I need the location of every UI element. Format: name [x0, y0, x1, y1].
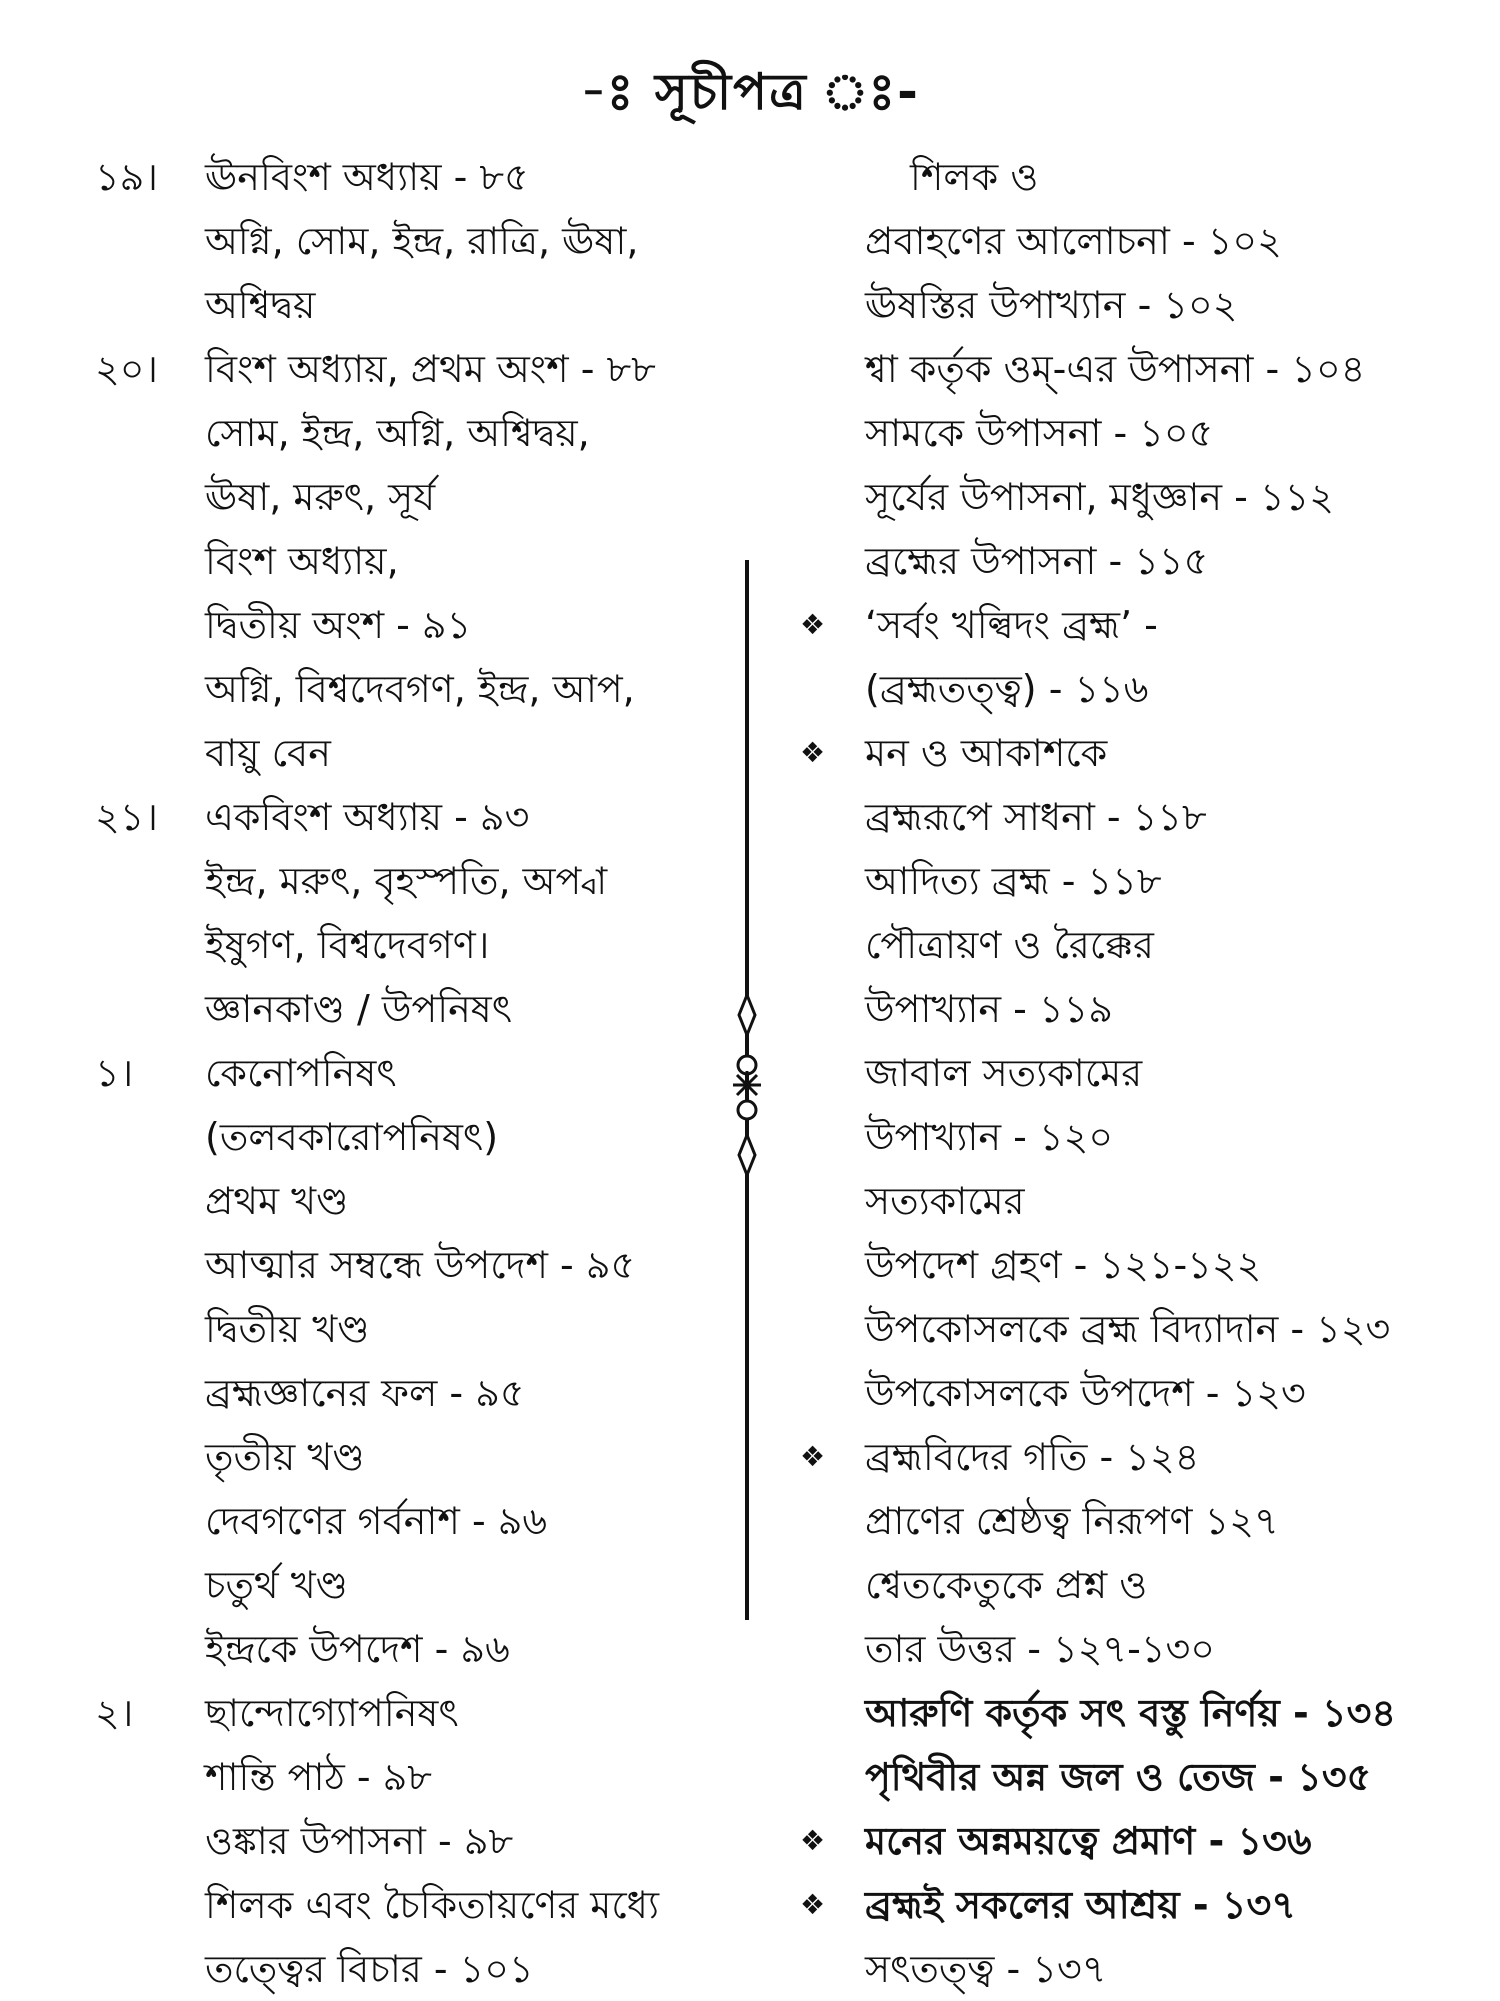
entry-text: উপাখ্যান - ১২০ — [865, 1115, 1114, 1159]
entry-text: ইন্দ্রকে উপদেশ - ৯৬ — [205, 1627, 510, 1671]
toc-entry — [95, 1809, 735, 1873]
toc-entry — [95, 337, 735, 401]
entry-text: শ্বা কর্তৃক ওম্-এর উপাসনা - ১০৪ — [865, 347, 1366, 391]
entry-text: ছান্দোগ্যোপনিষৎ — [205, 1691, 459, 1735]
toc-entry — [95, 401, 735, 465]
toc-entry — [800, 273, 1440, 337]
entry-text: পৌত্রায়ণ ও রৈক্কের — [865, 923, 1154, 967]
toc-entry — [95, 785, 735, 849]
toc-entry — [95, 1489, 735, 1553]
entry-text: তৃতীয় খণ্ড — [205, 1435, 365, 1479]
entry-text: সোম, ইন্দ্র, অগ্নি, অশ্বিদ্বয়, — [205, 411, 590, 455]
entry-text: দেবগণের গর্বনাশ - ৯৬ — [205, 1499, 548, 1543]
entry-text: পৃথিবীর অন্ন জল ও তেজ - ১৩৫ — [865, 1755, 1372, 1799]
contents-right-column — [800, 145, 1440, 2001]
toc-entry — [800, 465, 1440, 529]
toc-entry — [95, 1937, 735, 2001]
entry-text: প্রাণের শ্রেষ্ঠত্ব নিরূপণ ১২৭ — [865, 1499, 1279, 1543]
diamond-bullet-icon: ❖ — [800, 1824, 826, 1857]
entry-text: মনের অন্নময়ত্বে প্রমাণ - ১৩৬ — [865, 1819, 1312, 1863]
entry-text: সামকে উপাসনা - ১০৫ — [865, 411, 1214, 455]
toc-entry — [95, 721, 735, 785]
toc-entry — [95, 977, 735, 1041]
diamond-bullet-icon: ❖ — [800, 736, 826, 769]
toc-entry — [95, 1361, 735, 1425]
toc-entry — [800, 1105, 1440, 1169]
entry-text: শান্তি পাঠ - ৯৮ — [205, 1755, 432, 1799]
entry-text: উপকোসলকে ব্রহ্ম বিদ্যাদান - ১২৩ — [865, 1307, 1391, 1351]
toc-entry — [95, 1745, 735, 1809]
entry-text: ঊষা, মরুৎ, সূর্য — [205, 475, 436, 519]
entry-text: উপাখ্যান - ১১৯ — [865, 987, 1113, 1031]
toc-entry — [95, 209, 735, 273]
entry-text: জ্ঞানকাণ্ড / উপনিষৎ — [205, 987, 513, 1031]
entry-text: উপকোসলকে উপদেশ - ১২৩ — [865, 1371, 1306, 1415]
entry-text: ওঙ্কার উপাসনা - ৯৮ — [205, 1819, 514, 1863]
entry-text: আত্মার সম্বন্ধে উপদেশ - ৯৫ — [205, 1243, 636, 1287]
entry-text: ইন্দ্র, মরুৎ, বৃহস্পতি, অপ্বা — [205, 859, 608, 903]
entry-text: দ্বিতীয় খণ্ড — [205, 1307, 370, 1351]
toc-entry — [800, 721, 1440, 785]
entry-text: চতুর্থ খণ্ড — [205, 1563, 348, 1607]
toc-entry — [800, 1169, 1440, 1233]
entry-text: শিলক ও — [910, 155, 1039, 199]
entry-number: ১৯। — [95, 155, 158, 199]
toc-entry — [800, 1809, 1440, 1873]
diamond-bullet-icon: ❖ — [800, 1888, 826, 1921]
toc-entry — [95, 1105, 735, 1169]
entry-text: অশ্বিদ্বয় — [205, 283, 316, 327]
contents-left-column — [95, 145, 735, 2001]
toc-entry — [800, 1489, 1440, 1553]
toc-entry — [800, 401, 1440, 465]
entry-text: ঊনবিংশ অধ্যায় - ৮৫ — [205, 155, 529, 199]
toc-entry — [800, 1233, 1440, 1297]
entry-text: ব্রহ্মের উপাসনা - ১১৫ — [865, 539, 1209, 583]
toc-entry — [95, 1297, 735, 1361]
entry-text: ইষুগণ, বিশ্বদেবগণ। — [205, 923, 490, 967]
entry-text: আদিত্য ব্রহ্ম - ১১৮ — [865, 859, 1162, 903]
toc-entry — [95, 913, 735, 977]
diamond-bullet-icon: ❖ — [800, 1440, 826, 1473]
entry-text: ব্রহ্মবিদের গতি - ১২৪ — [865, 1435, 1200, 1479]
toc-entry — [95, 529, 735, 593]
ornament-icon — [727, 985, 767, 1185]
toc-entry — [800, 1361, 1440, 1425]
toc-entry — [95, 1681, 735, 1745]
toc-entry — [95, 145, 735, 209]
entry-text: বায়ু বেন — [205, 731, 331, 775]
entry-text: সূর্যের উপাসনা, মধুজ্ঞান - ১১২ — [865, 475, 1334, 519]
entry-text: একবিংশ অধ্যায় - ৯৩ — [205, 795, 530, 839]
toc-entry — [800, 529, 1440, 593]
toc-entry — [800, 145, 1440, 209]
toc-entry — [800, 1873, 1440, 1937]
toc-entry — [95, 1233, 735, 1297]
entry-number: ১। — [95, 1051, 134, 1095]
entry-number: ২০। — [95, 347, 159, 391]
entry-text: জাবাল সত্যকামের — [865, 1051, 1143, 1095]
toc-entry — [800, 1617, 1440, 1681]
entry-text: মন ও আকাশকে — [865, 731, 1108, 775]
toc-entry — [95, 1873, 735, 1937]
toc-entry — [800, 1745, 1440, 1809]
entry-text: উপদেশ গ্রহণ - ১২১-১২২ — [865, 1243, 1262, 1287]
entry-number: ২১। — [95, 795, 158, 839]
page-title: -ঃ সূচীপত্র ঃ- — [580, 63, 920, 121]
entry-text: অগ্নি, সোম, ইন্দ্র, রাত্রি, ঊষা, — [205, 219, 639, 263]
toc-entry — [800, 849, 1440, 913]
toc-entry — [95, 273, 735, 337]
entry-text: সত্যকামের — [865, 1179, 1025, 1223]
entry-text: ‘সর্বং খল্বিদং ব্রহ্ম’ - — [865, 603, 1158, 647]
toc-entry — [800, 1297, 1440, 1361]
toc-entry — [95, 1553, 735, 1617]
entry-text: শিলক এবং চৈকিতায়ণের মধ্যে — [205, 1883, 659, 1927]
toc-entry — [95, 1169, 735, 1233]
entry-text: ব্রহ্মজ্ঞানের ফল - ৯৫ — [205, 1371, 525, 1415]
entry-text: কেনোপনিষৎ — [205, 1051, 397, 1095]
toc-entry — [800, 977, 1440, 1041]
toc-entry — [800, 209, 1440, 273]
toc-entry — [800, 1937, 1440, 2001]
entry-text: সৎতত্ত্ব - ১৩৭ — [865, 1947, 1107, 1991]
entry-text: শ্বেতকেতুকে প্রশ্ন ও — [865, 1563, 1148, 1607]
entry-text: তার উত্তর - ১২৭-১৩০ — [865, 1627, 1215, 1671]
toc-entry — [95, 593, 735, 657]
toc-entry — [95, 1617, 735, 1681]
entry-text: প্রথম খণ্ড — [205, 1179, 349, 1223]
entry-text: দ্বিতীয় অংশ - ৯১ — [205, 603, 472, 647]
toc-entry — [95, 1041, 735, 1105]
entry-text: ব্রহ্মরূপে সাধনা - ১১৮ — [865, 795, 1207, 839]
entry-text: তত্ত্বের বিচার - ১০১ — [205, 1947, 534, 1991]
toc-entry — [800, 1041, 1440, 1105]
entry-number: ২। — [95, 1691, 134, 1735]
toc-entry — [95, 465, 735, 529]
entry-text: আরুণি কর্তৃক সৎ বস্তু নির্ণয় - ১৩৪ — [865, 1691, 1396, 1735]
entry-text: প্রবাহণের আলোচনা - ১০২ — [865, 219, 1282, 263]
entry-text: বিংশ অধ্যায়, — [205, 539, 399, 583]
entry-text: (তলবকারোপনিষৎ) — [205, 1115, 499, 1159]
toc-entry — [800, 785, 1440, 849]
toc-entry — [800, 1681, 1440, 1745]
toc-entry — [95, 849, 735, 913]
toc-entry — [800, 1425, 1440, 1489]
toc-entry — [800, 913, 1440, 977]
toc-entry — [95, 1425, 735, 1489]
toc-entry — [800, 337, 1440, 401]
toc-entry — [800, 1553, 1440, 1617]
entry-text: বিংশ অধ্যায়, প্রথম অংশ - ৮৮ — [205, 347, 656, 391]
toc-entry — [95, 657, 735, 721]
entry-text: ঊষস্তির উপাখ্যান - ১০২ — [865, 283, 1238, 327]
entry-text: অগ্নি, বিশ্বদেবগণ, ইন্দ্র, আপ, — [205, 667, 635, 711]
diamond-bullet-icon: ❖ — [800, 608, 826, 641]
toc-entry — [800, 593, 1440, 657]
entry-text: ব্রহ্মই সকলের আশ্রয় - ১৩৭ — [865, 1883, 1296, 1927]
entry-text: (ব্রহ্মতত্ত্ব) - ১১৬ — [865, 667, 1149, 711]
toc-entry — [800, 657, 1440, 721]
